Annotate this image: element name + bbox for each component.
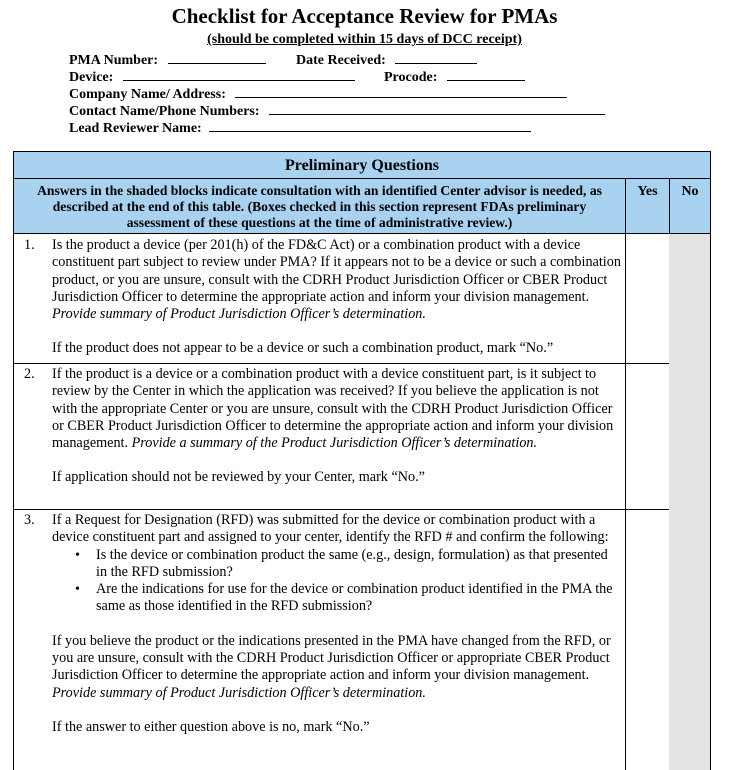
question-text: If the product is a device or a combination product with a device constituent part, is it subject to review by the Center in which the application was received? If you believe the application is not with the appropriate Center or you are unsure, consult with the CDRH Product Jurisdiction Officer or CBER Product Jurisdiction Officer to determine the appropriate action and inform your division management. (52, 366, 614, 452)
company-field (69, 86, 567, 103)
answer-yes-box-1[interactable] (625, 234, 670, 364)
procode-field (384, 69, 525, 86)
pma-number-field (69, 52, 266, 69)
no-column-header: No (669, 178, 711, 234)
question-row-1 (13, 234, 626, 364)
pma-number-label: PMA Number: (69, 53, 159, 68)
date-received-label: Date Received: (296, 53, 386, 68)
question-text: Is the product a device (per 201(h) of the FD&C Act) or a combination product with a device constituent part subject to review under PMA? If it appears not to be a device or such a combination product, or you are unsure, consult with the CDRH Product Jurisdiction Officer or CBER Product Jurisdiction Officer to determine the appropriate action and inform your division management. (52, 237, 621, 305)
question-instruction: Provide summary of Product Jurisdiction Officer’s determination. (52, 684, 426, 701)
instructions-text: Answers in the shaded blocks indicate consultation with an identified Center advisor is needed, as described at the end of this table. (Boxes checked in this section represent FDAs preliminary assessment of these questions at the time of administrative review.) (13, 178, 626, 234)
question-text: If a Request for Designation (RFD) was submitted for the device or combination product with a device constituent part and assigned to your center, identify the RFD # and confirm the following: (52, 512, 609, 546)
bullet-item: • Are the indications for use for the device or combination product identified in the PMA the same as those identified in the RFD submission? (75, 581, 613, 615)
pma-number-blank[interactable] (168, 52, 266, 64)
contact-field (69, 103, 605, 120)
question-paragraph: If you believe the product or the indications presented in the PMA have changed from the RFD, or you are unsure, consult with the CDRH Product Jurisdiction Officer or appropriate CBER Product Jurisdiction Officer to determine the appropriate action and inform your division management. (52, 632, 611, 684)
question-number: 2. (24, 366, 35, 382)
procode-blank[interactable] (447, 69, 525, 81)
question-bullets (52, 547, 621, 616)
device-label: Device: (69, 70, 114, 85)
page-subtitle: (should be completed within 15 days of DCC receipt) (207, 32, 522, 47)
device-field (69, 69, 355, 86)
contact-blank[interactable] (269, 103, 605, 115)
preliminary-questions-table (13, 151, 711, 770)
question-footer: If the answer to either question above is no, mark “No.” (52, 718, 370, 735)
lead-reviewer-label: Lead Reviewer Name: (69, 121, 202, 136)
question-instruction: Provide summary of Product Jurisdiction Officer’s determination. (52, 306, 426, 323)
device-blank[interactable] (123, 69, 355, 81)
bullet-item: • Is the device or combination product the same (e.g., design, formulation) as that presented in the RFD submission? (75, 546, 608, 580)
question-footer: If application should not be reviewed by your Center, mark “No.” (52, 469, 425, 486)
page-title: Checklist for Acceptance Review for PMAs (171, 4, 558, 28)
answer-no-box-1[interactable] (669, 234, 711, 364)
question-instruction: Provide a summary of the Product Jurisdiction Officer’s determination. (131, 435, 538, 452)
question-number: 1. (24, 237, 35, 253)
question-row-3 (13, 509, 626, 770)
company-label: Company Name/ Address: (69, 87, 226, 102)
answer-yes-box-2[interactable] (625, 363, 670, 510)
contact-label: Contact Name/Phone Numbers: (69, 104, 260, 119)
question-number: 3. (24, 512, 35, 528)
date-received-blank[interactable] (395, 52, 477, 64)
answer-yes-box-3[interactable] (625, 509, 670, 770)
yes-column-header: Yes (625, 178, 670, 234)
lead-reviewer-field (69, 120, 531, 137)
question-row-2 (13, 363, 626, 510)
lead-reviewer-blank[interactable] (209, 120, 531, 132)
section-title: Preliminary Questions (13, 151, 711, 179)
question-footer: If the product does not appear to be a device or such a combination product, mark “No.” (52, 340, 554, 357)
answer-no-box-2[interactable] (669, 363, 711, 510)
company-blank[interactable] (235, 86, 567, 98)
date-received-field (296, 52, 477, 69)
procode-label: Procode: (384, 70, 438, 85)
answer-no-box-3[interactable] (669, 509, 711, 770)
